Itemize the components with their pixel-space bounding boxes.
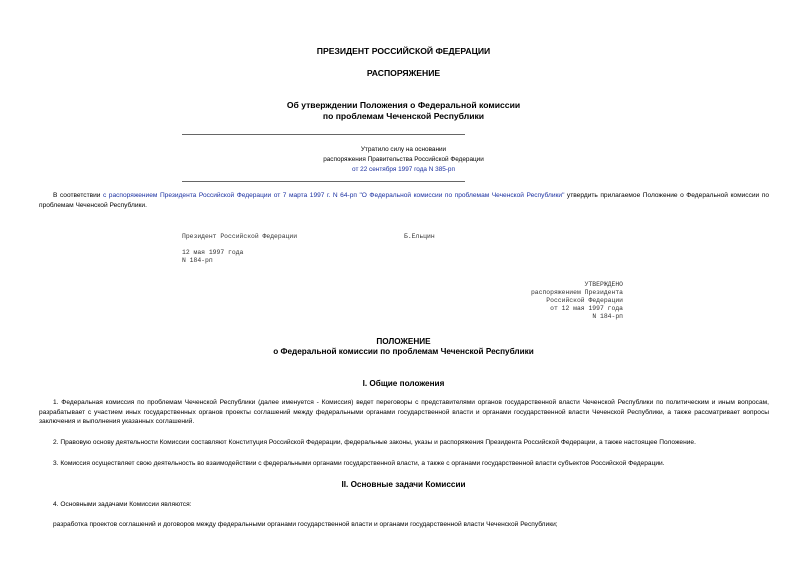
preamble-paragraph — [39, 191, 769, 210]
status-line1: Утратило силу на основании — [360, 146, 447, 153]
status-line2: распоряжения Правительства Российской Федерации — [323, 156, 484, 163]
signature-number: N 184-рп — [182, 257, 213, 264]
document-title-line1: Об утверждении Положения о Федеральной комиссии — [286, 100, 521, 110]
regulation-title: ПОЛОЖЕНИЕ — [376, 337, 431, 346]
document-title-line2: по проблемам Чеченской Республики — [322, 111, 485, 121]
approval-line1: УТВЕРЖДЕНО — [584, 281, 623, 288]
decree-link[interactable]: с распоряжением Президента Российской Федерации от 7 марта 1997 г. N 64-рп "О Федеральной комиссии по проблемам Чеченской Республики" — [103, 192, 565, 199]
president-heading: ПРЕЗИДЕНТ РОССИЙСКОЙ ФЕДЕРАЦИИ — [316, 46, 491, 56]
regulation-subtitle: о Федеральной комиссии по проблемам Чеченской Республики — [273, 347, 534, 356]
signature-date: 12 мая 1997 года — [182, 249, 244, 256]
section2-title: II. Основные задачи Комиссии — [341, 480, 466, 489]
divider-top — [182, 134, 465, 135]
approval-line5: N 184-рп — [592, 313, 623, 320]
approval-line4: от 12 мая 1997 года — [550, 305, 623, 312]
section1-title: I. Общие положения — [362, 379, 445, 388]
preamble-text-end: утвердить прилагаемое Положение о Федеральной комиссии по проблемам Чеченской Республики. — [39, 192, 769, 209]
signature-position: Президент Российской Федерации — [182, 233, 298, 240]
status-link[interactable]: от 22 сентября 1997 года N 385-рп — [352, 166, 455, 173]
signature-name: Б.Ельцин — [404, 233, 435, 240]
approval-line3: Российской Федерации — [546, 297, 623, 304]
section1-paragraph3: 3. Комиссия осуществляет свою деятельность во взаимодействии с федеральными органами государственной власти, а также с органами государственной власти субъектов Российской Федерации. — [53, 460, 665, 467]
section1-paragraph2: 2. Правовую основу деятельности Комиссии составляют Конституция Российской Федерации, федеральные законы, указы и распоряжения Президента Российской Федерации, а также настоящее Положение. — [53, 439, 696, 446]
document-type: РАСПОРЯЖЕНИЕ — [366, 68, 441, 78]
section2-paragraph4: 4. Основными задачами Комиссии являются: — [53, 501, 192, 508]
divider-bottom — [182, 181, 465, 182]
approval-line2: распоряжением Президента — [530, 289, 623, 296]
preamble-text-start: В соответствии — [53, 192, 103, 199]
section2-paragraph5: разработка проектов соглашений и договоров между федеральными органами государственной власти и органами государственной власти Чеченской Республики; — [53, 521, 558, 528]
section1-paragraph1: 1. Федеральная комиссия по проблемам Чеченской Республики (далее именуется - Комиссия) ведет переговоры с представителями органов государственной власти Чеченской Республики по политическим и иным вопросам, разрабатывает с участием иных государственных органов проекты соглашений между федеральными органами государственной власти и органами государственной власти Чеченской Республики, а также рассматривает вопросы заключения и выполнения указанных соглашений. — [39, 399, 769, 426]
